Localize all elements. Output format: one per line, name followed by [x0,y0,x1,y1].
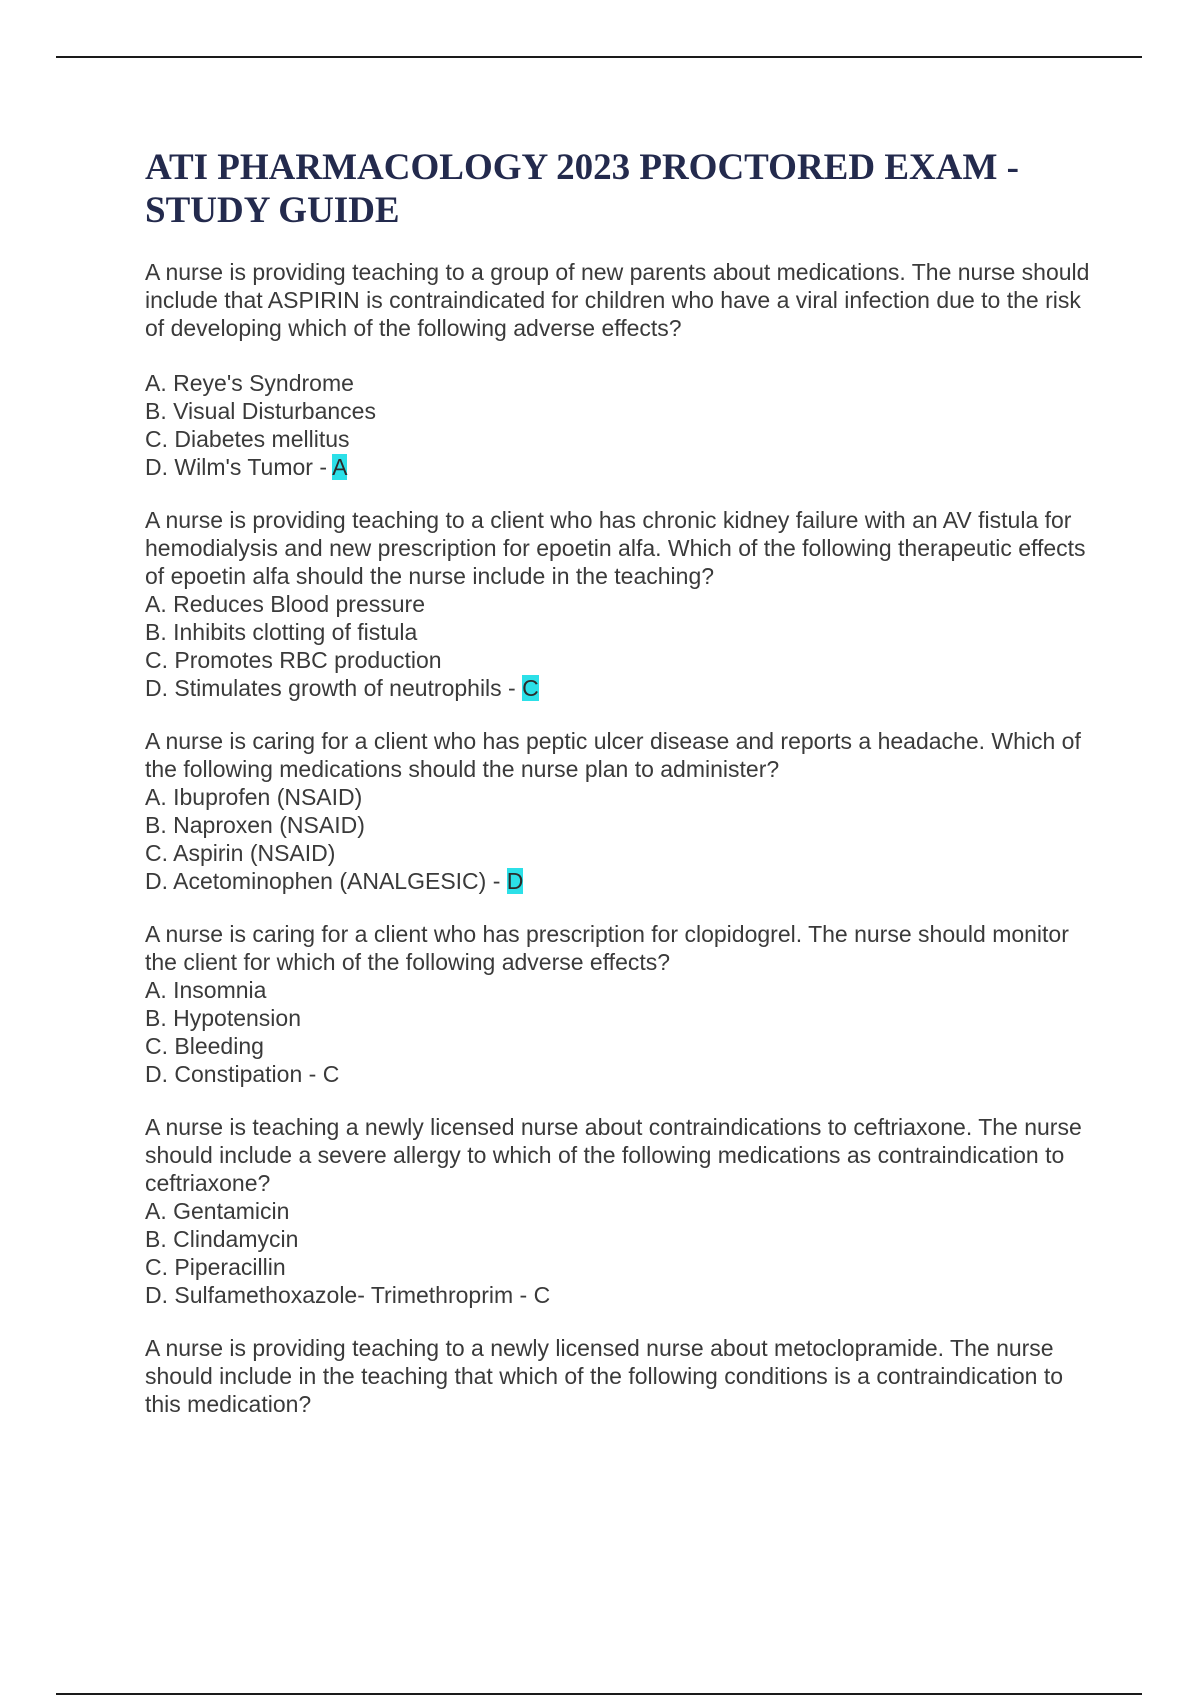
option-list [145,369,1095,481]
option-d [145,453,1095,481]
answer-letter: C [322,1061,340,1087]
answer-highlight: A [332,454,348,480]
option-a: A. Reduces Blood pressure [145,591,425,617]
answer-highlight: D [506,868,524,894]
option-c: C. Diabetes mellitus [145,426,350,452]
option-b: B. Naproxen (NSAID) [145,812,365,838]
option-d-text: D. Stimulates growth of neutrophils - [145,675,523,701]
option-c: C. Promotes RBC production [145,647,442,673]
option-d-text: D. Acetominophen (ANALGESIC) - [145,868,507,894]
option-b: B. Visual Disturbances [145,398,376,424]
option-a: A. Gentamicin [145,1198,290,1224]
option-a: A. Reye's Syndrome [145,370,354,396]
option-d [145,1281,1095,1309]
option-b: B. Inhibits clotting of fistula [145,619,418,645]
header-rule [56,56,1142,58]
question-stem: A nurse is providing teaching to a newly licensed nurse about metoclopramide. The nurse should include in the teaching that which of the following conditions is a contraindication to this medication? [145,1335,1064,1417]
question-4 [145,920,1095,1088]
question-6 [145,1334,1095,1418]
question-3 [145,727,1095,895]
option-c: C. Piperacillin [145,1254,286,1280]
option-d [145,867,1095,895]
option-d-text: D. Sulfamethoxazole- Trimethroprim - [145,1282,534,1308]
option-list [145,1197,1095,1309]
question-1 [145,258,1095,481]
question-stem: A nurse is caring for a client who has peptic ulcer disease and reports a headache. Which of the following medications should the nurse plan to administer? [145,728,1081,782]
option-b: B. Hypotension [145,1005,301,1031]
answer-highlight: C [522,675,539,701]
question-5 [145,1113,1095,1309]
option-b: B. Clindamycin [145,1226,299,1252]
question-stem: A nurse is providing teaching to a group of new parents about medications. The nurse should include that ASPIRIN is contraindicated for children who have a viral infection due to the risk of developing which of the following adverse effects? [145,259,1090,341]
question-stem: A nurse is teaching a newly licensed nurse about contraindications to ceftriaxone. The nurse should include a severe allergy to which of the following medications as contraindication to ceftriaxone? [145,1114,1082,1196]
option-d [145,1060,1095,1088]
option-d [145,674,1095,702]
footer-rule [56,1693,1142,1695]
option-list [145,976,1095,1088]
option-list [145,590,1095,702]
document-title: ATI PHARMACOLOGY 2023 PROCTORED EXAM - STUDY GUIDE [145,147,1019,231]
option-a: A. Insomnia [145,977,267,1003]
option-list [145,783,1095,895]
option-d-text: D. Constipation - [145,1061,323,1087]
option-c: C. Aspirin (NSAID) [145,840,336,866]
question-2 [145,506,1095,702]
option-c: C. Bleeding [145,1033,264,1059]
document-body [145,146,1095,1443]
answer-letter: C [533,1282,551,1308]
question-stem: A nurse is caring for a client who has prescription for clopidogrel. The nurse should monitor the client for which of the following adverse effects? [145,921,1069,975]
question-stem: A nurse is providing teaching to a client who has chronic kidney failure with an AV fistula for hemodialysis and new prescription for epoetin alfa. Which of the following therapeutic effects of epoetin alfa should the nurse include in the teaching? [145,507,1086,589]
option-d-text: D. Wilm's Tumor - [145,454,333,480]
option-a: A. Ibuprofen (NSAID) [145,784,363,810]
